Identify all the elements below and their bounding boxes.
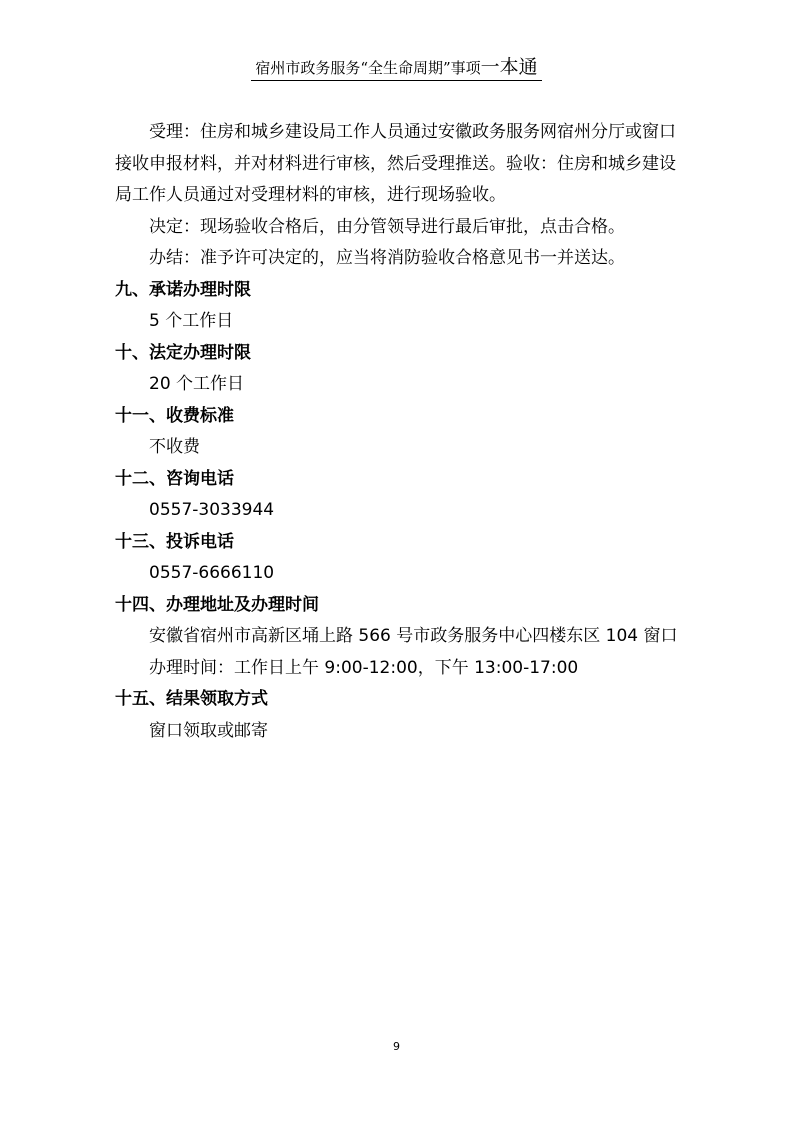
section-heading-complaint-phone: 十三、投诉电话 [115,531,234,552]
section-heading-legal-time: 十、法定办理时限 [115,342,251,363]
section-text-promised-time: 5 个工作日 [149,311,234,331]
section-text-legal-time: 20 个工作日 [149,374,245,394]
page-number: 9 [393,1040,400,1053]
section-text-fees: 不收费 [149,437,200,457]
section-text-result-pickup: 窗口领取或邮寄 [149,720,268,741]
header-title [251,58,541,81]
section-text-consult-phone: 0557-3033944 [149,500,275,520]
header-title-main: 宿州市政务服务“全生命周期”事项 [255,59,481,77]
header-title-tail: 一本通 [480,56,538,78]
paragraph-decide: 决定：现场验收合格后，由分管领导进行最后审批，点击合格。 [149,216,625,237]
section-text-address: 安徽省宿州市高新区埇上路 566 号市政务服务中心四楼东区 104 窗口 [149,626,678,646]
section-heading-result-pickup: 十五、结果领取方式 [115,689,268,709]
paragraph-accept: 受理：住房和城乡建设局工作人员通过安徽政务服务网宿州分厅或窗口接收申报材料，并对材料进行审核，然后受理推送。验收：住房和城乡建设局工作人员通过对受理材料的审核，进行现场验收。 [115,122,676,205]
paragraph-conclude: 办结：准予许可决定的，应当将消防验收合格意见书一并送达。 [149,248,625,268]
section-heading-consult-phone: 十二、咨询电话 [115,468,234,489]
section-text-complaint-phone: 0557-6666110 [149,563,275,583]
page-header [0,58,793,81]
section-heading-promised-time: 九、承诺办理时限 [115,279,251,300]
section-heading-address-hours: 十四、办理地址及办理时间 [115,594,319,615]
document-body [115,117,690,747]
section-text-hours: 办理时间：工作日上午 9:00-12:00，下午 13:00-17:00 [149,657,579,678]
section-heading-fees: 十一、收费标准 [115,405,234,426]
